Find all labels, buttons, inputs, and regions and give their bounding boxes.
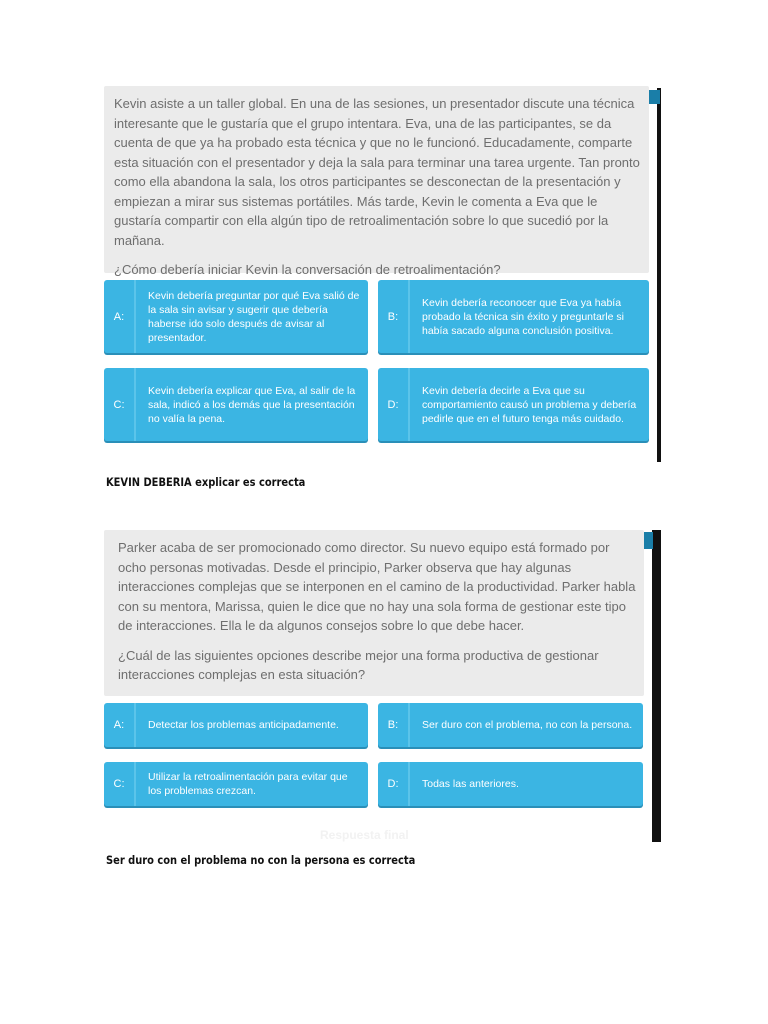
option-divider (134, 280, 136, 353)
option-letter: C: (113, 778, 125, 790)
option-text: Todas las anteriores. (422, 778, 519, 790)
question-1-prompt: ¿Cómo debería iniciar Kevin la conversación de retroalimentación? (114, 262, 501, 277)
question-1-caption: KEVIN DEBERIA explicar es correcta (106, 475, 306, 489)
option-text: Kevin debería explicar que Eva, al salir de la sala, indicó a los demás que la presentación no valía la pena. (148, 384, 356, 425)
option-letter: A: (113, 310, 125, 323)
question-2-option-a[interactable] (104, 703, 368, 747)
option-text: Utilizar la retroalimentación para evitar que los problemas crezcan. (148, 771, 348, 797)
option-letter: D: (387, 398, 399, 411)
option-divider (408, 368, 410, 441)
option-letter: B: (387, 719, 399, 731)
question-2-scrollbar[interactable] (652, 530, 661, 842)
option-letter: B: (387, 310, 399, 323)
question-2-prompt: ¿Cuál de las siguientes opciones describe mejor una forma productiva de gestionar interacciones complejas en esta situación? (118, 647, 599, 682)
question-2-option-c[interactable] (104, 762, 368, 806)
screenshot-2 (104, 527, 662, 842)
question-1-box (104, 86, 649, 277)
option-text: Kevin debería preguntar por qué Eva salió de la sala sin avisar y sugerir que debería haberse ido solo después de avisar al presentador. (148, 289, 360, 344)
option-divider (134, 762, 136, 806)
question-2-caption: Ser duro con el problema no con la persona es correcta (106, 853, 416, 867)
option-letter: D: (387, 778, 399, 790)
question-2-scroll-thumb[interactable] (644, 532, 653, 549)
question-1-option-d[interactable] (378, 368, 649, 441)
screenshot-1 (104, 84, 662, 464)
option-divider (408, 280, 410, 353)
option-divider (408, 703, 410, 747)
question-1-scroll-thumb[interactable] (649, 90, 660, 104)
question-1-scrollbar[interactable] (657, 88, 661, 462)
option-text: Kevin debería reconocer que Eva ya había probado la técnica sin éxito y preguntarle si había sacado alguna conclusión positiva. (422, 296, 624, 337)
question-1-option-a[interactable] (104, 280, 368, 353)
option-text: Detectar los problemas anticipadamente. (148, 719, 339, 731)
question-1-option-b[interactable] (378, 280, 649, 353)
option-divider (134, 703, 136, 747)
question-1-option-c[interactable] (104, 368, 368, 441)
option-divider (134, 368, 136, 441)
option-letter: A: (113, 719, 125, 731)
question-2-scenario: Parker acaba de ser promocionado como director. Su nuevo equipo está formado por ocho personas motivadas. Desde el principio, Parker observa que hay algunas interacciones complejas que se interponen en el camino de la productividad. Parker habla con su mentora, Marissa, quien le dice que no hay una sola forma de gestionar este tipo de interacciones. Ella le da algunos consejos sobre lo que debe hacer. (118, 540, 636, 633)
option-divider (408, 762, 410, 806)
option-text: Kevin debería decirle a Eva que su comportamiento causó un problema y debería pedirle que en el futuro tenga más cuidado. (422, 384, 637, 425)
option-text: Ser duro con el problema, no con la persona. (422, 719, 633, 731)
question-1-scenario: Kevin asiste a un taller global. En una de las sesiones, un presentador discute una técnica interesante que le gustaría que el grupo intentara. Eva, una de las participantes, se da cuenta de que ya ha probado esta técnica y que no le funcionó. Educadamente, comparte esta situación con el presentador y deja la sala para terminar una tarea urgente. Tan pronto como ella abandona la sala, los otros participantes se desconectan de la presentación y empiezan a mirar sus sistemas portátiles. Más tarde, Kevin le comenta a Eva que le gustaría compartir con ella algún tipo de retroalimentación sobre lo que sucedió por la mañana. (114, 96, 640, 248)
option-letter: C: (113, 398, 125, 411)
question-2-box (104, 530, 644, 696)
question-2-option-d[interactable] (378, 762, 643, 806)
question-2-option-b[interactable] (378, 703, 643, 747)
final-answer-label: Respuesta final (320, 828, 409, 842)
